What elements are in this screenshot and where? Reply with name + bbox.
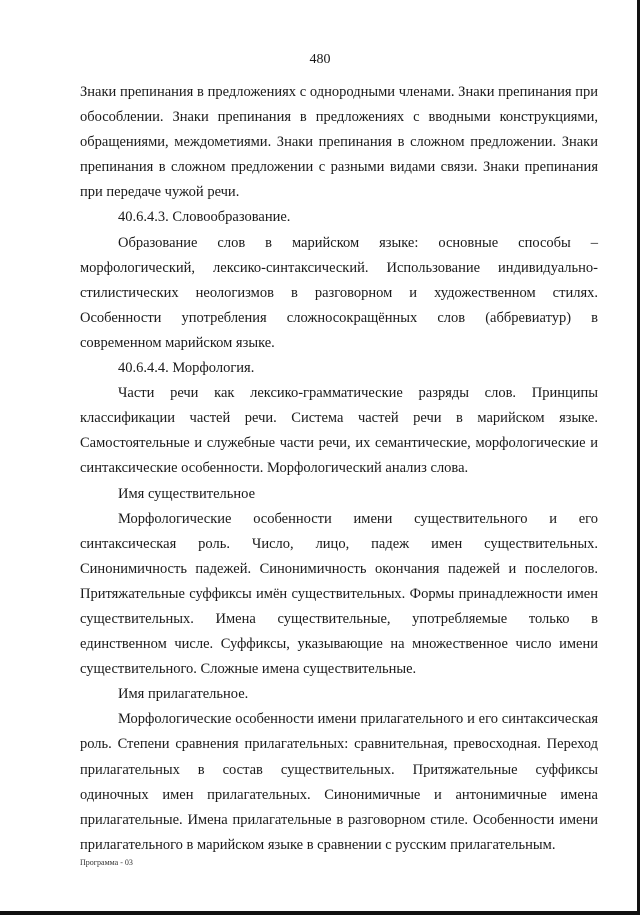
subheading-noun: Имя существительное	[118, 485, 256, 502]
section-heading-morphology: 40.6.4.4. Морфология.	[118, 360, 255, 377]
paragraph-word-formation: Образование слов в марийском языке: основные способы – морфологический, лексико-синтаксический. Использование индивидуально-стилистических неологизмов в разговорном и художественном стилях. Особенности употребления сложносокращённых слов (аббревиатур) в современном марийском языке.	[80, 234, 598, 351]
footer-label: Программа - 03	[80, 858, 133, 867]
paragraph-morphology: Части речи как лексико-грамматические разряды слов. Принципы классификации частей речи. Система частей речи в марийском языке. Самостоятельные и служебные части речи, их семантические, морфологические и синтаксические особенности. Морфологический анализ слова.	[80, 385, 598, 477]
paragraph-punctuation: Знаки препинания в предложениях с однородными членами. Знаки препинания при обособлении. Знаки препинания в предложениях с вводными конструкциями, обращениями, междометиями. Знаки препинания в сложном предложении. Знаки препинания в сложном предложении с разными видами связи. Знаки препинания при передаче чужой речи.	[80, 84, 598, 201]
page-number: 480	[309, 52, 331, 67]
paragraph-noun: Морфологические особенности имени существительного и его синтаксическая роль. Число, лицо, падеж имен существительных. Синонимичность падежей. Синонимичность окончания падежей и послелогов. Притяжательные суффиксы имён существительных. Формы принадлежности имен существительных. Имена существительные, употребляемые только в единственном числе. Суффиксы, указывающие на множественное число имени существительного. Сложные имена существительные.	[80, 510, 598, 678]
subheading-adjective: Имя прилагательное.	[118, 686, 249, 703]
body-text	[80, 80, 598, 858]
paragraph-adjective: Морфологические особенности имени прилагательного и его синтаксическая роль. Степени сравнения прилагательных: сравнительная, превосходная. Переход прилагательных в состав существительных. Притяжательные суффиксы одиночных имен прилагательных. Синонимичные и антонимичные имена прилагательные. Имена прилагательные в разговорном стиле. Особенности имени прилагательного в марийском языке в сравнении с русским прилагательным.	[80, 711, 598, 853]
section-heading-word-formation: 40.6.4.3. Словообразование.	[118, 209, 291, 226]
